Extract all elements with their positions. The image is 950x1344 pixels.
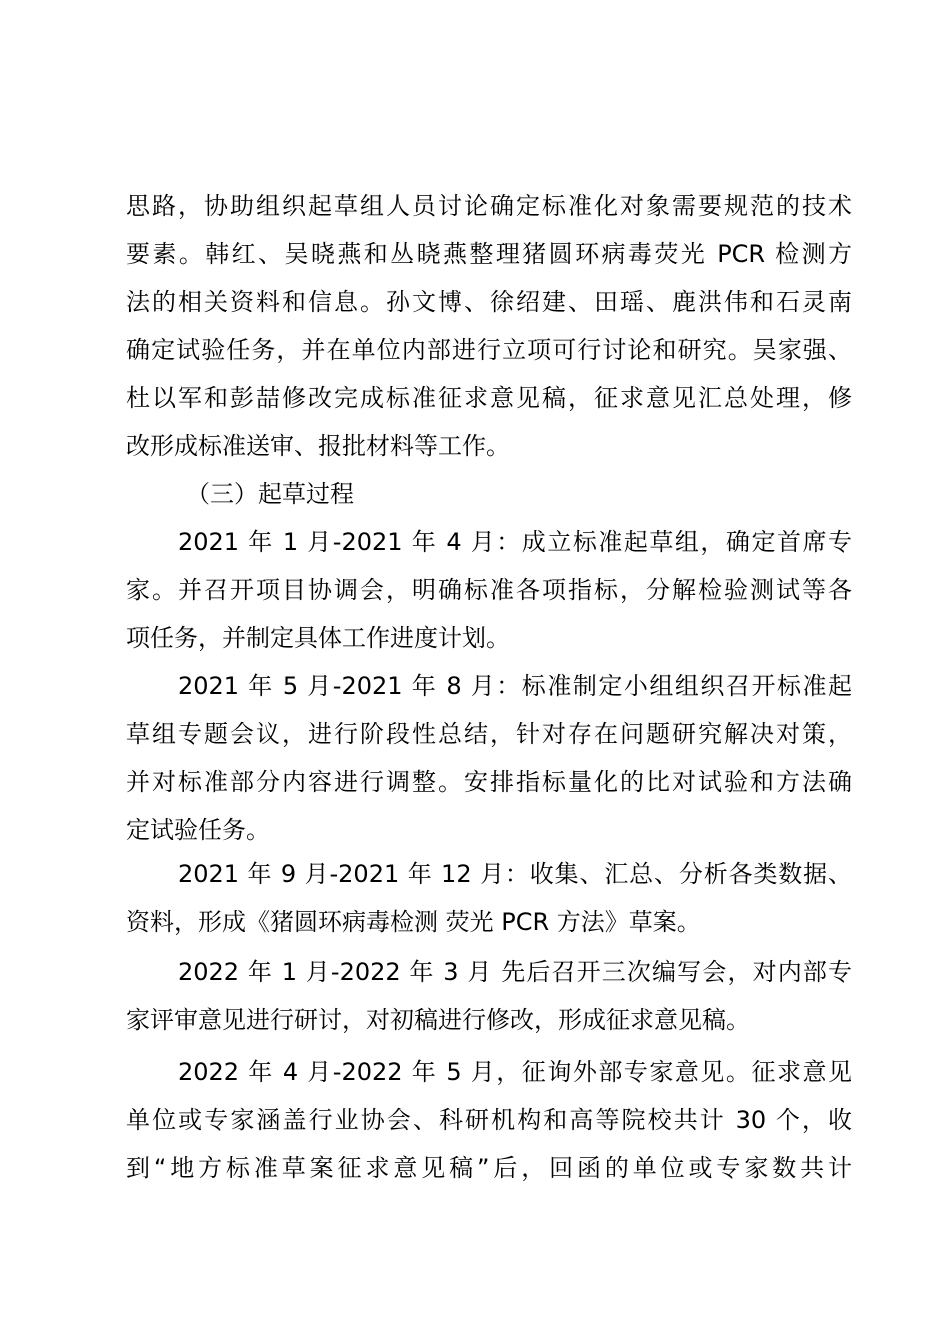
text-line: 定试验任务。 — [126, 816, 270, 844]
section-heading: （三）起草过程 — [186, 480, 354, 508]
text-line: 单位或专家涵盖行业协会、科研机构和高等院校共计 30 个，收 — [126, 1106, 852, 1134]
text-line: 2021 年 5 月-2021 年 8 月：标准制定小组组织召开标准起 — [178, 672, 852, 700]
text-line: 思路，协助组织起草组人员讨论确定标准化对象需要规范的技术 — [126, 192, 852, 220]
text-line: 草组专题会议，进行阶段性总结，针对存在问题研究解决对策， — [126, 720, 852, 748]
text-line: 2021 年 1 月-2021 年 4 月：成立标准起草组，确定首席专 — [178, 528, 852, 556]
text-line: 资料，形成《猪圆环病毒检测 荧光 PCR 方法》草案。 — [126, 908, 701, 936]
text-line: 2022 年 4 月-2022 年 5 月，征询外部专家意见。征求意见 — [178, 1058, 852, 1086]
text-line: 并对标准部分内容进行调整。安排指标量化的比对试验和方法确 — [126, 768, 852, 796]
text-line: 项任务，并制定具体工作进度计划。 — [126, 624, 510, 652]
text-line: 2022 年 1 月-2022 年 3 月 先后召开三次编写会，对内部专 — [178, 958, 852, 986]
text-line: 改形成标准送审、报批材料等工作。 — [126, 432, 510, 460]
text-line: 确定试验任务，并在单位内部进行立项可行讨论和研究。吴家强、 — [126, 336, 852, 364]
text-line: 家评审意见进行研讨，对初稿进行修改，形成征求意见稿。 — [126, 1006, 750, 1034]
text-line: 到“地方标准草案征求意见稿”后，回函的单位或专家数共计 — [126, 1154, 852, 1182]
text-line: 2021 年 9 月-2021 年 12 月：收集、汇总、分析各类数据、 — [178, 860, 852, 888]
text-line: 法的相关资料和信息。孙文博、徐绍建、田瑶、鹿洪伟和石灵南 — [126, 288, 852, 316]
text-line: 杜以军和彭喆修改完成标准征求意见稿，征求意见汇总处理，修 — [126, 384, 852, 412]
text-line: 要素。韩红、吴晓燕和丛晓燕整理猪圆环病毒荧光 PCR 检测方 — [126, 240, 852, 268]
text-line: 家。并召开项目协调会，明确标准各项指标，分解检验测试等各 — [126, 576, 852, 604]
